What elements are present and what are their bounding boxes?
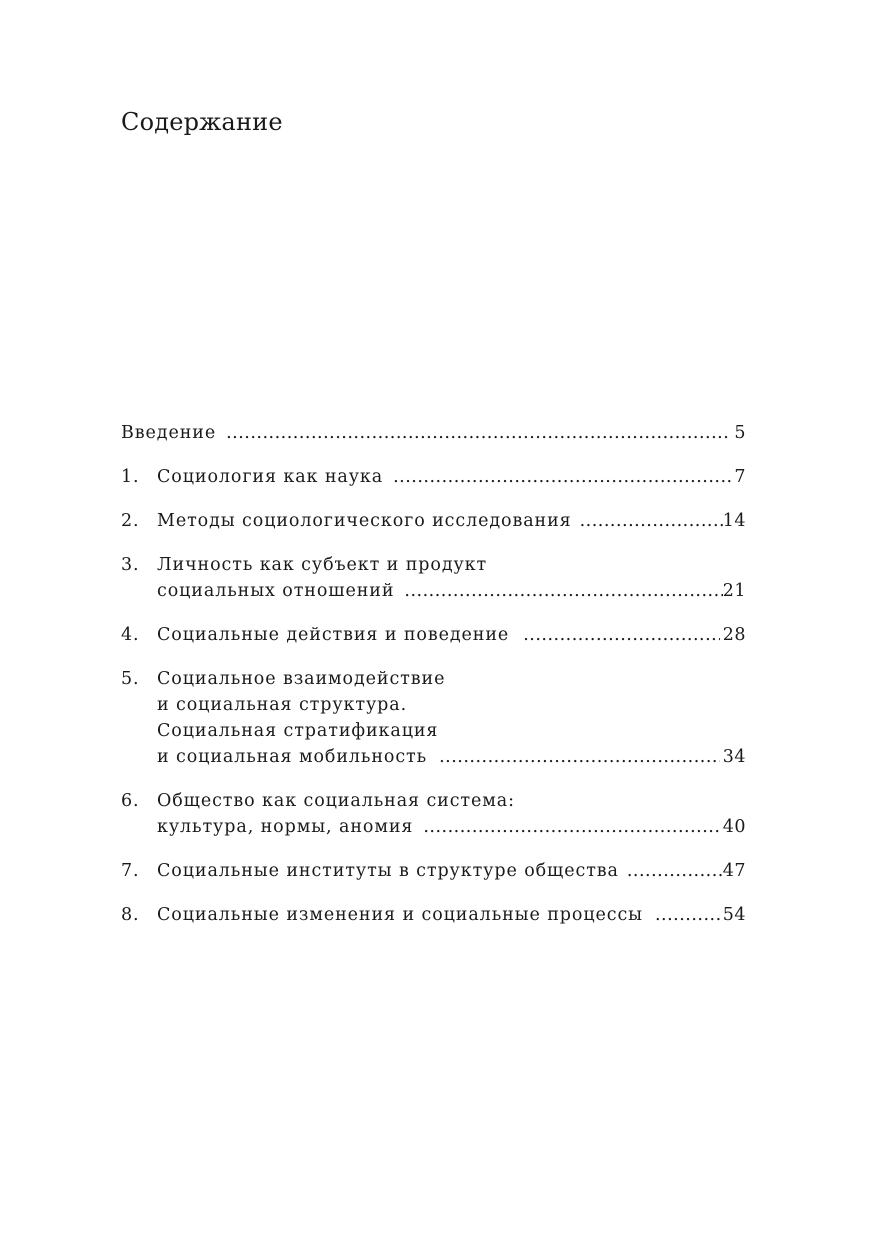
dot-leader (655, 902, 720, 928)
toc-entry-7[interactable] (121, 858, 746, 884)
toc-page-number: 47 (722, 861, 746, 881)
dot-leader (523, 622, 720, 648)
toc-entry-number: 5. (121, 669, 140, 689)
toc-entry-title: Социальные действия и поведение (157, 625, 510, 645)
toc-page-number: 28 (722, 625, 746, 645)
dot-leader (439, 744, 720, 770)
toc-entry-5[interactable] (121, 666, 746, 770)
toc-entry-title: Введение (121, 423, 217, 443)
page-title: Содержание (121, 108, 283, 136)
toc-entry-2[interactable] (121, 508, 746, 534)
toc-entry-6[interactable] (121, 788, 746, 840)
table-of-contents (121, 420, 746, 928)
toc-entry-title-line: Социальное взаимодействие (157, 669, 446, 689)
toc-page-number: 14 (722, 511, 746, 531)
dot-leader (404, 578, 722, 604)
toc-entry-number: 3. (121, 555, 140, 575)
toc-entry-number: 7. (121, 861, 140, 881)
toc-entry-4[interactable] (121, 622, 746, 648)
dot-leader (423, 814, 719, 840)
toc-page-number: 5 (734, 423, 746, 443)
toc-entry-number: 6. (121, 791, 140, 811)
toc-entry-number: 8. (121, 905, 140, 925)
toc-entry-title: Социальные институты в структуре общества (157, 861, 619, 881)
toc-entry-title: Социология как наука (157, 467, 384, 487)
toc-entry-title-line: социальных отношений (157, 581, 395, 601)
dot-leader (393, 464, 731, 490)
dot-leader (226, 420, 731, 446)
toc-page-number: 40 (722, 817, 746, 837)
toc-entry-title-line: Личность как субъект и продукт (157, 555, 488, 575)
toc-entry-8[interactable] (121, 902, 746, 928)
toc-entry-title-line: Общество как социальная система: (157, 791, 515, 811)
toc-page-number: 21 (722, 581, 746, 601)
dot-leader (580, 508, 723, 534)
toc-entry-1[interactable] (121, 464, 746, 490)
toc-entry-introduction[interactable] (121, 420, 746, 446)
toc-page-number: 7 (734, 467, 746, 487)
toc-entry-title: Методы социологического исследования (157, 511, 572, 531)
toc-entry-number: 4. (121, 625, 140, 645)
toc-entry-title: Социальные изменения и социальные процессы (157, 905, 643, 925)
toc-entry-title-line: и социальная мобильность (157, 747, 428, 767)
toc-entry-3[interactable] (121, 552, 746, 604)
toc-entry-number: 2. (121, 511, 140, 531)
toc-entry-number: 1. (121, 467, 140, 487)
toc-page-number: 34 (722, 747, 746, 767)
toc-page-number: 54 (722, 905, 746, 925)
toc-entry-title-line: культура, нормы, аномия (157, 817, 414, 837)
dot-leader (627, 858, 723, 884)
toc-entry-title-line: Социальная стратификация (157, 721, 439, 741)
toc-entry-title-line: и социальная структура. (157, 695, 408, 715)
